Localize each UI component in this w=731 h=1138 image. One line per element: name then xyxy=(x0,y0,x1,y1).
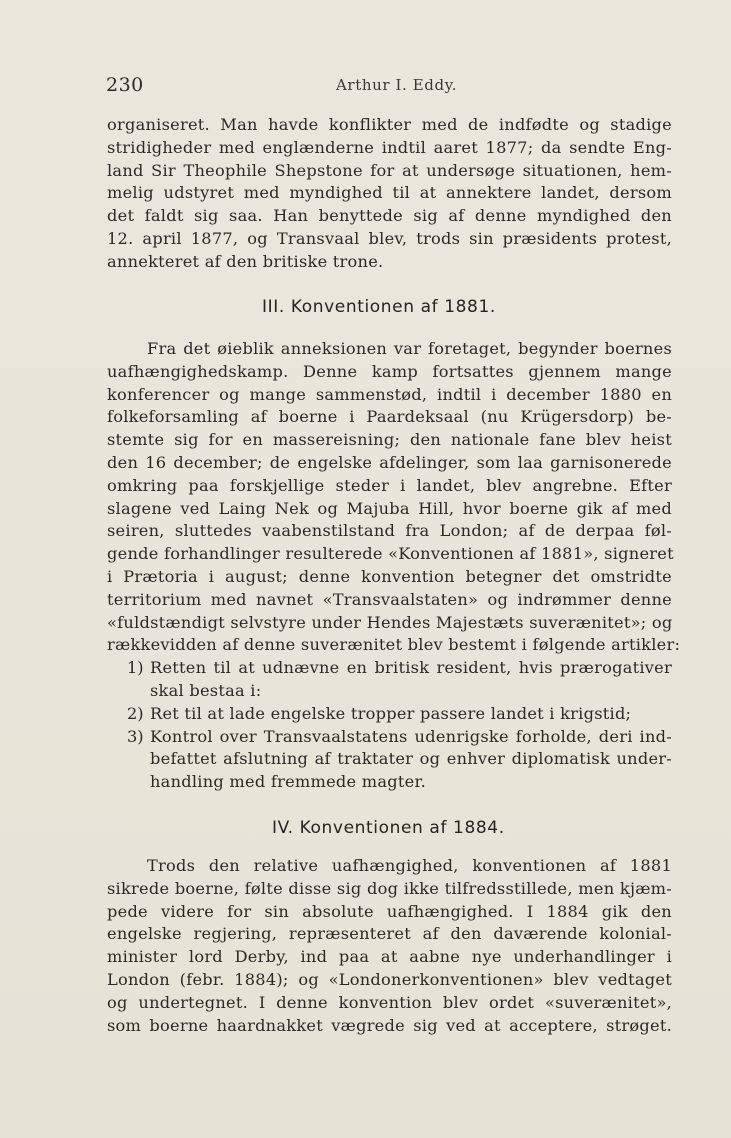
text-line: Fra det øieblik anneksionen var foretaget, begynder boernes xyxy=(147,339,672,358)
article-number: 2) xyxy=(127,703,144,723)
article-number: 1) xyxy=(127,658,144,678)
page-header xyxy=(106,74,666,96)
text-line: seiren, sluttedes vaabenstilstand fra London; af de derpaa føl- xyxy=(107,521,672,541)
article-item xyxy=(107,726,672,794)
text-line: befattet afslutning af traktater og enhver diplomatisk under- xyxy=(150,749,672,769)
text-line: 12. april 1877, og Transvaal blev, trods sin præsidents protest, xyxy=(107,228,672,248)
text-line: Ret til at lade engelske tropper passere landet i krigstid; xyxy=(150,703,632,723)
text-line: stridigheder med englænderne indtil aaret 1877; da sendte Eng- xyxy=(107,137,672,157)
text-line: skal bestaa i: xyxy=(150,680,262,700)
text-line: territorium med navnet «Transvaalstaten» og indrømmer denne xyxy=(107,589,672,609)
text-line: Retten til at udnævne en britisk resident, hvis prærogativer xyxy=(150,658,672,678)
paragraph-convention-1881 xyxy=(107,338,681,794)
text-line: rækkevidden af denne suverænitet blev bestemt i følgende artikler: xyxy=(107,635,681,655)
text-line: den 16 december; de engelske afdelinger, som laa garnisonerede xyxy=(107,452,672,472)
text-line: slagene ved Laing Nek og Majuba Hill, hvor boerne gik af med xyxy=(107,498,672,518)
paragraph-annexation xyxy=(107,114,672,274)
text-line: sikrede boerne, følte disse sig dog ikke tilfredsstillede, men kjæm- xyxy=(107,878,672,898)
text-line: Kontrol over Transvaalstatens udenrigske forholde, deri ind- xyxy=(150,726,672,746)
text-line: annekteret af den britiske trone. xyxy=(107,251,384,271)
text-line: pede videre for sin absolute uafhængighed. I 1884 gik den xyxy=(107,901,672,921)
section-heading-iv: IV. Konventionen af 1884. xyxy=(272,818,505,838)
text-line: folkeforsamling af boerne i Paardeksaal (nu Krügersdorp) be- xyxy=(107,407,672,427)
text-line: London (febr. 1884); og «Londonerkonventionen» blev vedtaget xyxy=(107,969,672,989)
text-line: organiseret. Man havde konflikter med de indfødte og stadige xyxy=(107,115,672,134)
text-line: handling med fremmede magter. xyxy=(150,772,427,792)
text-line: det faldt sig saa. Han benyttede sig af denne myndighed den xyxy=(107,206,672,226)
page-number: 230 xyxy=(106,74,144,96)
text-line: «fuldstændigt selvstyre under Hendes Majestæts suverænitet»; og xyxy=(107,612,673,632)
text-line: land Sir Theophile Shepstone for at undersøge situationen, hem- xyxy=(107,160,672,180)
article-item xyxy=(107,657,672,703)
section-heading-iii: III. Konventionen af 1881. xyxy=(262,297,496,317)
text-line: engelske regjering, repræsenteret af den daværende kolonial- xyxy=(107,924,672,944)
text-line: melig udstyret med myndighed til at annektere landet, dersom xyxy=(107,183,672,203)
text-line: konferencer og mange sammenstød, indtil i december 1880 en xyxy=(107,384,672,404)
article-item xyxy=(107,703,672,726)
text-line: Trods den relative uafhængighed, konventionen af 1881 xyxy=(147,856,672,875)
text-line: stemte sig for en massereisning; den nationale fane blev heist xyxy=(107,430,672,450)
text-line: gende forhandlinger resulterede «Konventionen af 1881», signeret xyxy=(107,544,674,564)
text-line: uafhængighedskamp. Denne kamp fortsattes gjennem mange xyxy=(107,361,672,381)
running-head: Arthur I. Eddy. xyxy=(336,76,458,94)
text-line: minister lord Derby, ind paa at aabne nye underhandlinger i xyxy=(107,947,672,967)
text-line: og undertegnet. I denne konvention blev ordet «suverænitet», xyxy=(107,992,672,1012)
text-line: omkring paa forskjellige steder i landet, blev angrebne. Efter xyxy=(107,475,672,495)
article-number: 3) xyxy=(127,726,144,746)
text-line: som boerne haardnakket vægrede sig ved at acceptere, strøget. xyxy=(107,1015,672,1035)
text-line: i Prætoria i august; denne konvention betegner det omstridte xyxy=(107,566,672,586)
paragraph-convention-1884 xyxy=(107,855,672,1037)
